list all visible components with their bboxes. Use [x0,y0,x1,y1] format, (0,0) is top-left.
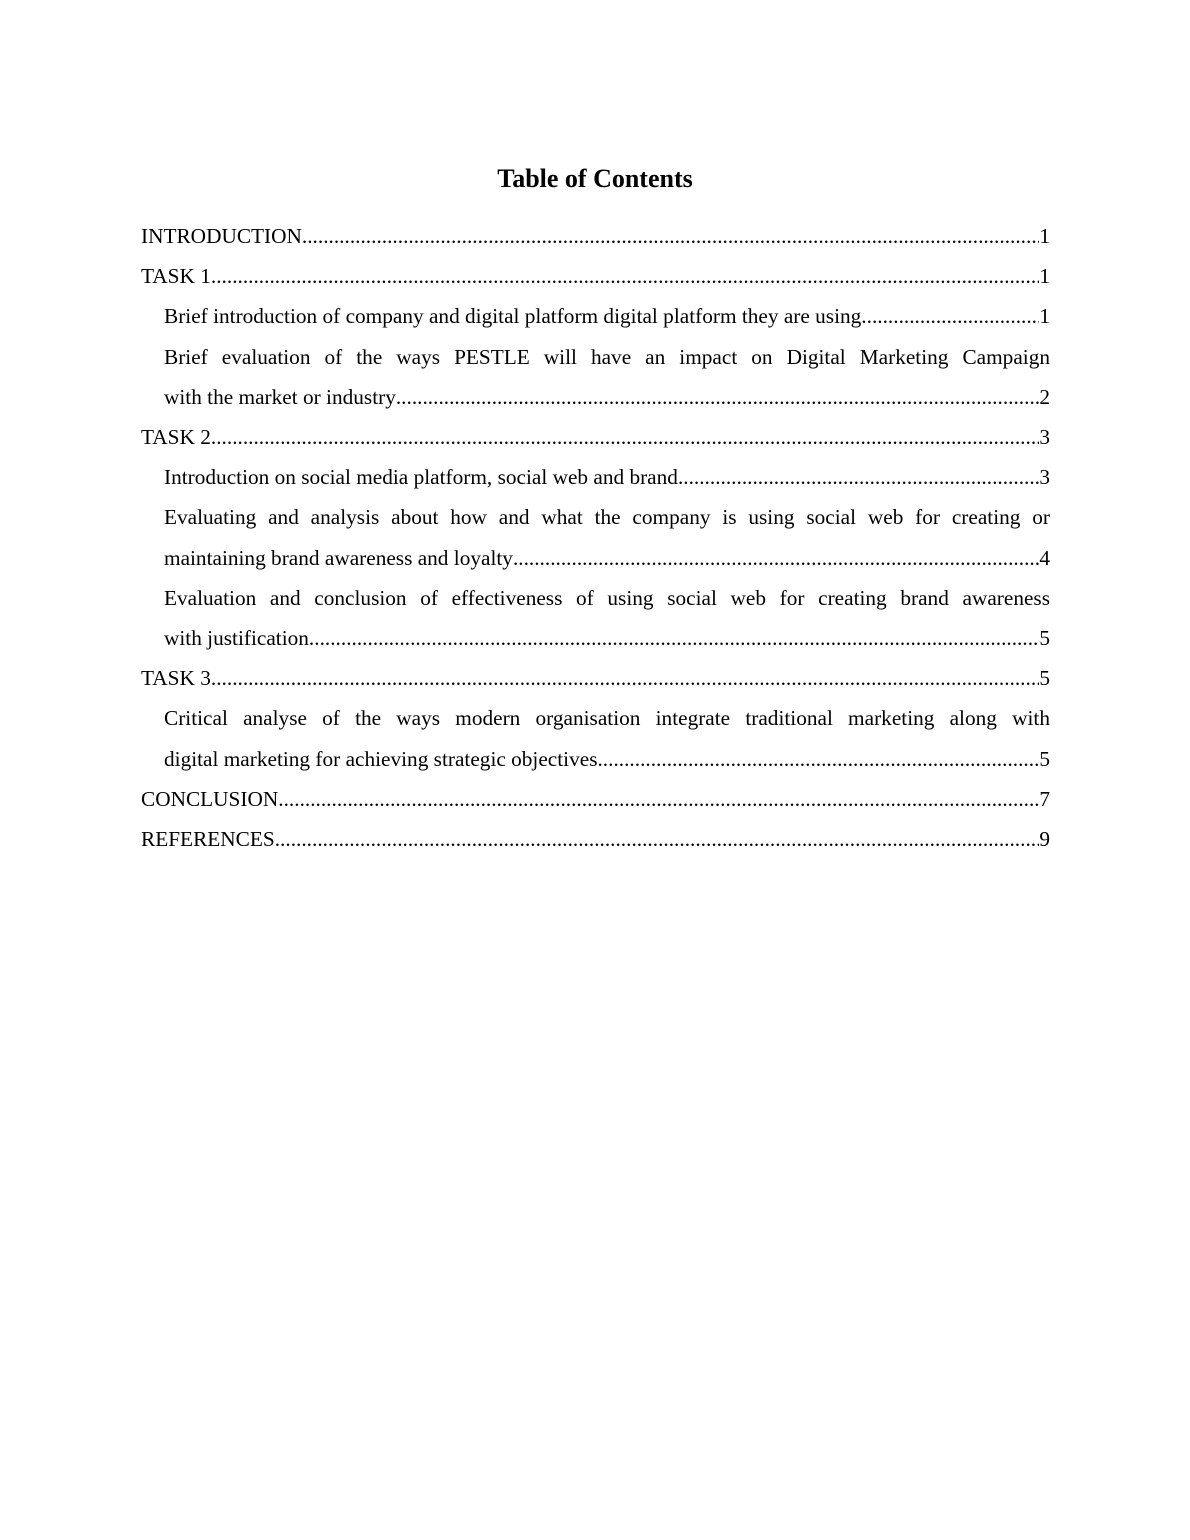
toc-dot-leader [278,779,1039,819]
toc-entry-line-2 [164,538,1050,578]
toc-dot-leader [211,417,1039,457]
toc-entry-references[interactable] [141,819,1050,859]
toc-entry-text-line-1: Brief evaluation of the ways PESTLE will have an impact on Digital Marketing Campaign [164,344,1050,369]
toc-entry-text: INTRODUCTION [141,224,302,248]
toc-dot-leader [678,457,1039,497]
toc-entry-text: TASK 3 [141,666,211,691]
toc-entry-task-2[interactable] [141,417,1050,457]
toc-entry-task-1[interactable] [141,256,1050,296]
toc-entry-text-line-2: with the market or industry [164,384,396,409]
toc-entry-text-line-1: Critical analyse of the ways modern organisation integrate traditional marketing along with [164,706,1050,731]
toc-entry-text: Introduction on social media platform, social web and brand [164,465,678,490]
toc-entry-text-line-2: with justification [164,626,309,651]
toc-entry-task-3[interactable] [141,658,1050,698]
toc-entry-introduction-social-media[interactable] [141,457,1050,497]
toc-dot-leader [211,658,1039,698]
toc-page-number: 5 [1039,626,1050,651]
toc-dot-leader [211,256,1039,296]
toc-list [141,216,1050,859]
toc-dot-leader [302,216,1039,256]
toc-title: Table of Contents [497,164,693,193]
toc-entry-line-2 [164,739,1050,779]
toc-page-number: 5 [1039,666,1050,691]
toc-entry-text-line-2: maintaining brand awareness and loyalty [164,545,513,570]
toc-entry-conclusion[interactable] [141,779,1050,819]
toc-entry-brief-introduction[interactable] [141,296,1050,336]
toc-entry-text: TASK 1 [141,264,211,289]
toc-page-number: 9 [1039,827,1050,852]
toc-entry-brief-evaluation-pestle[interactable] [141,337,1050,417]
toc-dot-leader [309,618,1039,658]
toc-page-number: 2 [1039,384,1050,409]
toc-page-number: 4 [1039,545,1050,570]
toc-entry-line-2 [164,618,1050,658]
toc-page-number: 5 [1039,746,1050,771]
toc-page-number: 3 [1039,425,1050,450]
toc-entry-text: CONCLUSION [141,786,279,811]
toc-page-number: 3 [1039,465,1050,490]
toc-page-number: 1 [1039,304,1050,329]
toc-entry-text-line-1: Evaluation and conclusion of effectiveness of using social web for creating brand awareness [164,585,1050,610]
toc-entry-introduction[interactable] [141,216,1050,256]
toc-entry-critical-analyse[interactable] [141,698,1050,778]
toc-entry-line-2 [164,377,1050,417]
toc-dot-leader [597,739,1039,779]
toc-entry-text: TASK 2 [141,425,211,450]
toc-entry-evaluating-analysis[interactable] [141,497,1050,577]
toc-page-number: 7 [1039,786,1050,811]
toc-entry-text-line-1: Evaluating and analysis about how and what the company is using social web for creating or [164,505,1050,530]
toc-dot-leader [396,377,1039,417]
toc-page-number: 1 [1039,264,1050,289]
toc-dot-leader [275,819,1040,859]
toc-entry-text-line-2: digital marketing for achieving strategic objectives [164,746,598,771]
toc-entry-evaluation-conclusion[interactable] [141,578,1050,658]
toc-entry-text: REFERENCES [141,827,275,852]
toc-dot-leader [513,538,1039,578]
toc-dot-leader [861,296,1039,336]
toc-page-number: 1 [1039,224,1050,248]
toc-entry-text: Brief introduction of company and digital platform digital platform they are using [164,304,862,329]
